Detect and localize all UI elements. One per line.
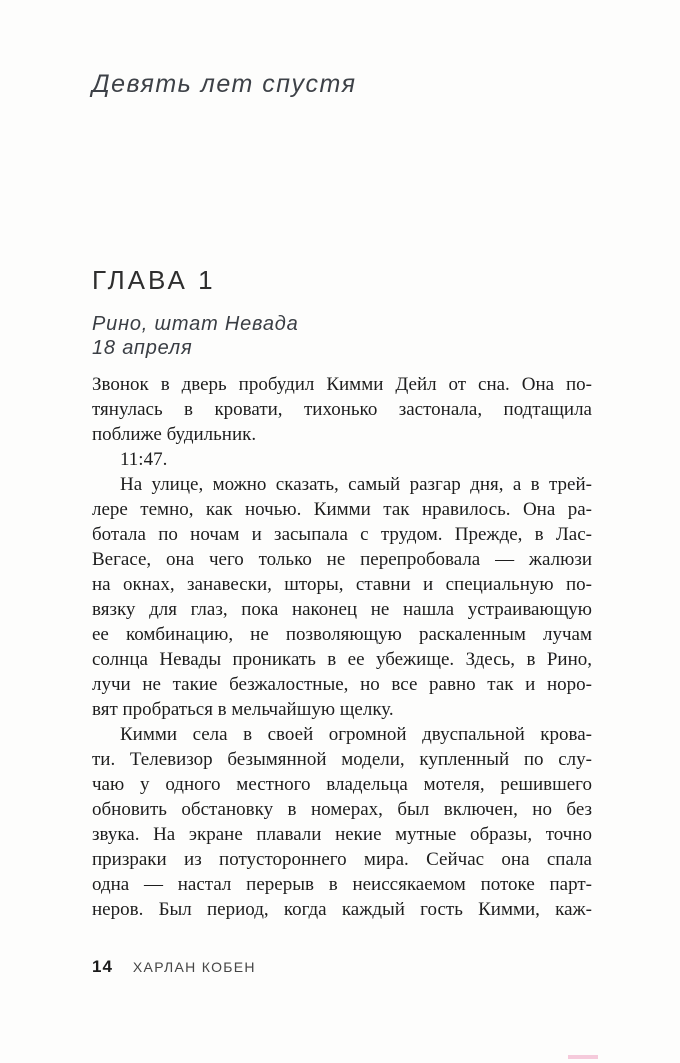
body-text	[92, 372, 592, 922]
chapter-title: ГЛАВА 1	[92, 265, 216, 295]
footer-author: ХАРЛАН КОБЕН	[132, 959, 256, 975]
text-line: тянулась в кровати, тихонько застонала, подтащила	[92, 399, 592, 420]
text-line: неров. Был период, когда каждый гость Кимми, каж-	[92, 899, 592, 920]
text-line: лере темно, как ночью. Кимми так нравилось. Она ра-	[92, 499, 592, 520]
text-line: звука. На экране плавали некие мутные образы, точно	[92, 824, 592, 845]
text-line: одна — настал перерыв в неиссякаемом потоке парт-	[92, 874, 592, 895]
text-line: На улице, можно сказать, самый разгар дня, а в трей-	[120, 474, 592, 495]
text-line: 11:47.	[120, 449, 168, 470]
text-line: вязку для глаз, пока наконец не нашла устраивающую	[92, 599, 592, 620]
text-line: ботала по ночам и засыпала с трудом. Прежде, в Лас-	[92, 524, 592, 545]
text-line: поближе будильник.	[92, 424, 257, 445]
text-line: Звонок в дверь пробудил Кимми Дейл от сна. Она по-	[92, 374, 592, 395]
text-line: обновить обстановку в номерах, был включен, но без	[92, 799, 592, 820]
text-line: призраки из потустороннего мира. Сейчас она спала	[92, 849, 592, 870]
text-line: лучи не такие безжалостные, но все равно так и норо-	[92, 674, 592, 695]
text-line: ее комбинацию, не позволяющую раскаленным лучам	[92, 624, 592, 645]
text-line: чаю у одного местного владельца мотеля, решившего	[92, 774, 592, 795]
text-line: на окнах, занавески, шторы, ставни и специальную по-	[92, 574, 592, 595]
text-line: Вегасе, она чего только не перепробовала — жалюзи	[92, 549, 592, 570]
page-footer	[92, 958, 256, 975]
dateline-date: 18 апреля	[92, 337, 193, 359]
page-number: 14	[92, 957, 113, 976]
text-line: солнца Невады проникать в ее убежище. Здесь, в Рино,	[92, 649, 592, 670]
pink-print-marker	[568, 1055, 598, 1059]
dateline-location: Рино, штат Невада	[92, 313, 299, 335]
text-line: вят пробраться в мельчайшую щелку.	[92, 699, 394, 720]
text-line: ти. Телевизор безымянной модели, купленный по слу-	[92, 749, 592, 770]
text-line: Кимми села в своей огромной двуспальной крова-	[120, 724, 592, 745]
running-header: Девять лет спустя	[92, 70, 357, 98]
